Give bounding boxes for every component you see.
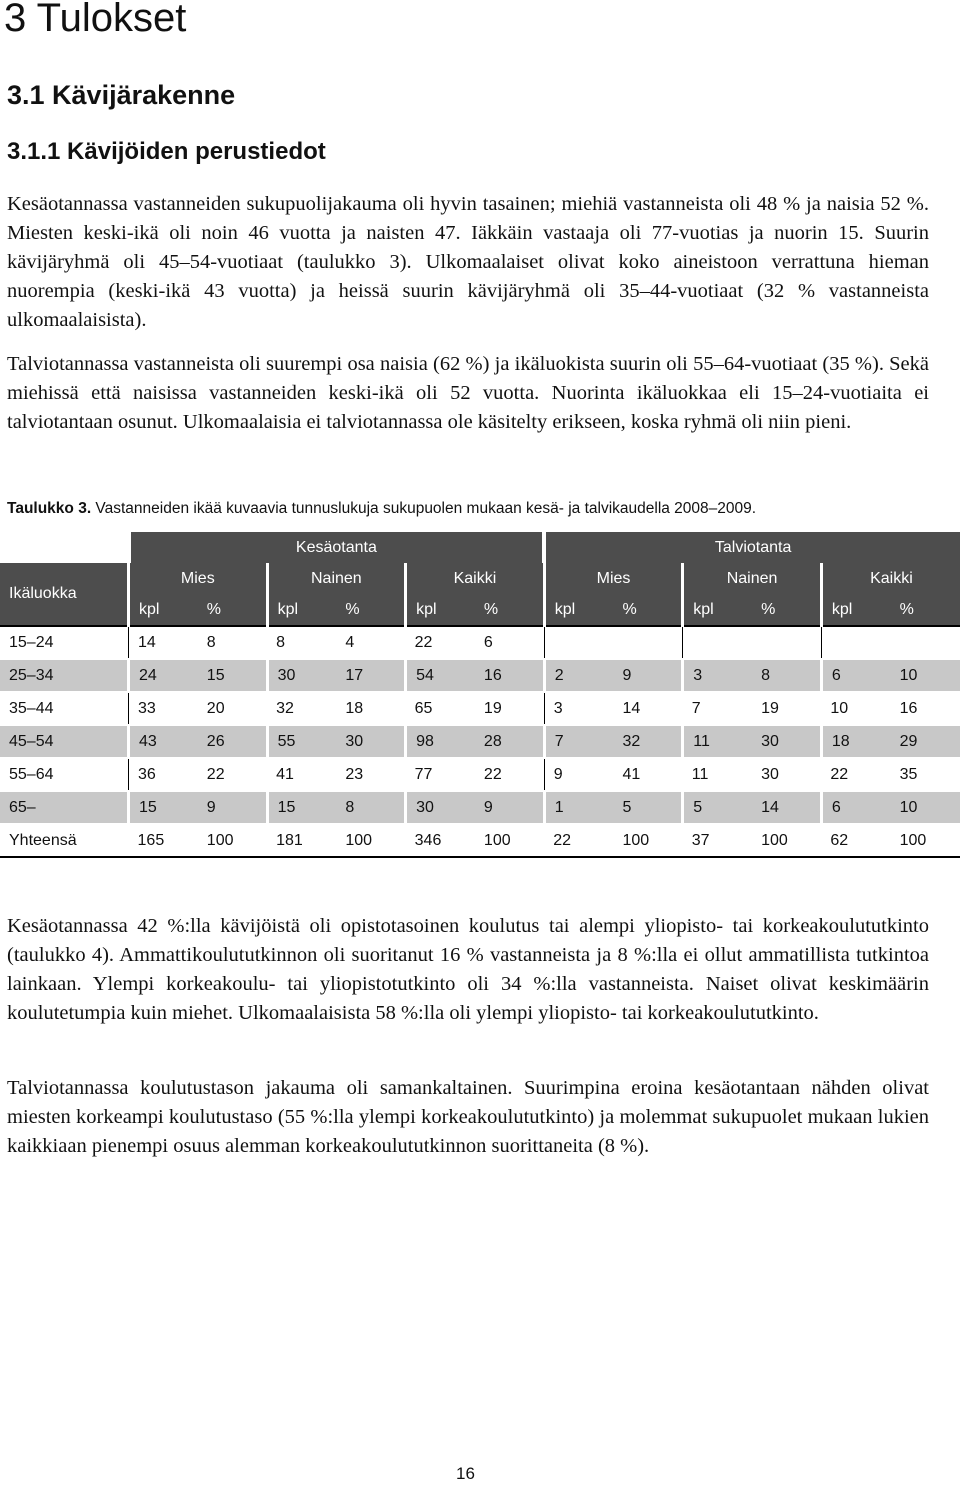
header-group-summer: Kesäotanta [129,532,545,563]
table-caption [7,500,756,518]
total-cell: 100 [336,824,405,857]
table-row [0,725,960,758]
table-row [0,758,960,791]
table-cell: 22 [198,758,267,791]
header-unit: kpl [129,594,198,626]
row-label: 65– [0,791,129,824]
table-cell: 8 [336,791,405,824]
total-cell: 181 [267,824,336,857]
section-heading: 3.1 Kävijärakenne [7,80,236,110]
header-group-winter: Talviotanta [544,532,960,563]
header-sub-winter-female: Nainen [683,563,822,594]
header-sub-summer-male: Mies [129,563,268,594]
table-cell: 22 [475,758,544,791]
table-row [0,692,960,725]
table-row [0,659,960,692]
header-blank [0,532,129,563]
header-sub-summer-female: Nainen [267,563,406,594]
table-cell: 15 [267,791,336,824]
table-cell [891,626,960,659]
table-cell: 6 [821,659,890,692]
header-unit: % [336,594,405,626]
table-cell: 55 [267,725,336,758]
header-unit: kpl [821,594,890,626]
header-unit: % [891,594,960,626]
header-unit: kpl [267,594,336,626]
table-cell: 5 [683,791,752,824]
table-cell: 30 [267,659,336,692]
table-cell: 41 [267,758,336,791]
row-label: 15–24 [0,626,129,659]
table-cell: 16 [891,692,960,725]
table-cell: 15 [198,659,267,692]
header-sub-winter-all: Kaikki [821,563,960,594]
table-cell: 3 [683,659,752,692]
table-header-subgroups [0,563,960,594]
header-sub-summer-all: Kaikki [406,563,545,594]
table-cell: 32 [267,692,336,725]
table-cell: 6 [821,791,890,824]
table-caption-text: Vastanneiden ikää kuvaavia tunnuslukuja sukupuolen mukaan kesä- ja talvikaudella 2008–2009. [91,500,757,517]
table-cell: 29 [891,725,960,758]
table-cell: 6 [475,626,544,659]
table-cell: 1 [544,791,613,824]
table-body [0,626,960,857]
table-cell: 8 [198,626,267,659]
table-cell: 30 [336,725,405,758]
table-cell: 30 [406,791,475,824]
table-cell: 41 [614,758,683,791]
header-age-class: Ikäluokka [0,563,129,626]
table-cell: 5 [614,791,683,824]
total-cell: 346 [406,824,475,857]
table-cell [821,626,890,659]
table-cell: 35 [891,758,960,791]
table-cell: 2 [544,659,613,692]
table-cell: 10 [891,659,960,692]
table-cell [683,626,752,659]
total-cell: 37 [683,824,752,857]
header-unit: % [614,594,683,626]
header-unit: kpl [683,594,752,626]
table-cell: 22 [821,758,890,791]
total-cell: 100 [891,824,960,857]
table-cell: 11 [683,758,752,791]
total-label: Yhteensä [0,824,129,857]
table-cell: 7 [544,725,613,758]
header-unit: kpl [406,594,475,626]
table-cell: 20 [198,692,267,725]
paragraph-education-winter: Talviotannassa koulutustason jakauma oli samankaltainen. Suurimpina eroina kesäotantaan nähden olivat miesten korkeampi koulutustaso (55 %:lla ylempi korkeakoulututkinto) ja molemmat sukupuolet mukaan lukien kaikkiaan pienempi osuus alemman korkeakoulututkinnon suorittaneita (8 %). [7,1077,929,1157]
table-cell: 8 [267,626,336,659]
table-cell: 54 [406,659,475,692]
table-row [0,626,960,659]
subsection-heading: 3.1.1 Kävijöiden perustiedot [7,138,326,165]
table-cell: 7 [683,692,752,725]
table-cell: 19 [752,692,821,725]
table-cell: 9 [614,659,683,692]
table-cell [614,626,683,659]
table-total-row [0,824,960,857]
table-cell: 15 [129,791,198,824]
table-cell: 18 [821,725,890,758]
table-header-units [0,594,960,626]
table-cell: 77 [406,758,475,791]
table-cell: 17 [336,659,405,692]
table-cell: 26 [198,725,267,758]
total-cell: 100 [475,824,544,857]
table-caption-label: Taulukko 3. [7,500,92,517]
table-cell: 11 [683,725,752,758]
table-cell: 4 [336,626,405,659]
table-cell: 33 [129,692,198,725]
table-cell: 28 [475,725,544,758]
paragraph-winter: Talviotannassa vastanneista oli suurempi osa naisia (62 %) ja ikäluokista suurin oli 55–64-vuotiaat (35 %). Sekä miehissä että naisissa vastanneiden keski-ikä oli 52 vuotta. Nuorinta ikäluokkaa eli 15–24-vuotiaita ei talviotantaan osunut. Ulkomaalaisia ei talviotannassa ole käsitelty erikseen, koska ryhmä oli niin pieni. [7,353,929,433]
table-cell: 9 [544,758,613,791]
table-cell: 9 [198,791,267,824]
row-label: 25–34 [0,659,129,692]
table-cell: 43 [129,725,198,758]
header-unit: % [198,594,267,626]
chapter-heading: 3 Tulokset [4,0,187,40]
total-cell: 100 [614,824,683,857]
table-cell: 65 [406,692,475,725]
header-unit: kpl [544,594,613,626]
total-cell: 62 [821,824,890,857]
table-cell: 14 [752,791,821,824]
header-unit: % [475,594,544,626]
row-label: 45–54 [0,725,129,758]
table-cell: 16 [475,659,544,692]
table-cell: 24 [129,659,198,692]
table-cell [544,626,613,659]
header-unit: % [752,594,821,626]
table-cell: 98 [406,725,475,758]
header-sub-winter-male: Mies [544,563,683,594]
table-cell: 23 [336,758,405,791]
total-cell: 22 [544,824,613,857]
paragraph-education-summer: Kesäotannassa 42 %:lla kävijöistä oli opistotasoinen koulutus tai alempi yliopisto- tai korkeakoulututkinto (taulukko 4). Ammattikoulututkinnon oli suoritanut 16 % vastanneista ja 8 %:lla ei ollut ammatillista tutkintoa lainkaan. Ylempi korkeakoulu- tai yliopistotutkinto oli 34 %:lla vastanneista. Naiset olivat keskimäärin koulutetumpia kuin miehet. Ulkomaalaisista 58 %:lla oli ylempi yliopisto- tai korkeakoulututkinto. [7,915,929,1024]
paragraph-summer: Kesäotannassa vastanneiden sukupuolijakauma oli hyvin tasainen; miehiä vastanneista oli 48 % ja naisia 52 %. Miesten keski-ikä oli noin 46 vuotta ja naisten 47. Iäkkäin vastaaja oli 77-vuotias ja nuorin 15. Suurin kävijäryhmä oli 45–54-vuotiaat (taulukko 3). Ulkomaalaiset olivat koko aineistoon verrattuna hieman nuorempia (keski-ikä 43 vuotta) ja heissä suurin kävijäryhmä oli 35–44-vuotiaat (32 % vastanneista ulkomaalaisista). [7,193,929,331]
table-cell: 19 [475,692,544,725]
table-cell: 36 [129,758,198,791]
table-cell [752,626,821,659]
table-cell: 18 [336,692,405,725]
table-cell: 14 [129,626,198,659]
table-cell: 32 [614,725,683,758]
total-cell: 100 [198,824,267,857]
total-cell: 165 [129,824,198,857]
page-number: 16 [456,1464,475,1483]
table-cell: 8 [752,659,821,692]
table-cell: 10 [891,791,960,824]
table-cell: 14 [614,692,683,725]
table-cell: 9 [475,791,544,824]
age-table [0,532,960,858]
table-row [0,791,960,824]
table-cell: 3 [544,692,613,725]
row-label: 35–44 [0,692,129,725]
table-header-groups [0,532,960,563]
table-cell: 10 [821,692,890,725]
row-label: 55–64 [0,758,129,791]
table-cell: 22 [406,626,475,659]
total-cell: 100 [752,824,821,857]
table-cell: 30 [752,758,821,791]
table-cell: 30 [752,725,821,758]
